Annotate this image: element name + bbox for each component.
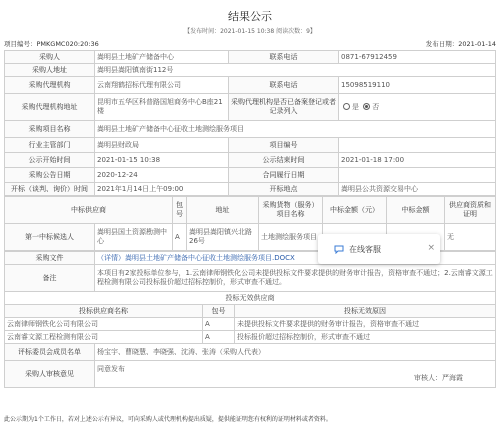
col-supplier: 中标供应商: [5, 197, 173, 224]
winner-address: 嵩明县嵩阳镇兴北路26号: [187, 224, 259, 251]
record-label: 采购代理机构是否已备案登记或者记录列入: [229, 94, 339, 121]
purchase-doc-label: 采购文件: [5, 252, 95, 265]
committee-label: 评标委员会成员名单: [5, 344, 95, 361]
bid-place-label: 开标地点: [229, 183, 339, 196]
publish-meta: 【发布时间：2021-01-15 10:38 阅读次数：9】: [184, 28, 316, 35]
invalid-reason: 投标报价超过招标控制价，形式审查不通过: [235, 331, 496, 344]
notice-date-value: 2020-12-24: [95, 168, 229, 183]
type-value: [339, 138, 496, 153]
winner-pkg: A: [173, 224, 187, 251]
yes-radio[interactable]: [343, 103, 350, 110]
start-label: 公示开始时间: [5, 153, 95, 168]
agency-phone-value: 15098519110: [339, 77, 496, 94]
invalid-col-pkg: 包号: [203, 305, 235, 318]
online-service-popup[interactable]: [318, 234, 440, 264]
dept-value: 嵩明县财政局: [95, 138, 229, 153]
opinion-label: 采购人审核意见: [5, 361, 95, 388]
reviewer: 审核人：严海霞: [414, 374, 463, 382]
agency-phone-label: 联系电话: [229, 77, 339, 94]
no-label: 否: [372, 102, 380, 111]
page-title: 结果公示: [228, 10, 272, 23]
col-qualification: 供应商资质和证明: [445, 197, 496, 224]
no-radio[interactable]: [363, 103, 370, 110]
winner-qualification: 无: [445, 224, 496, 251]
record-options: [339, 94, 496, 121]
detail-table: [4, 251, 496, 388]
invalid-pkg: A: [203, 331, 235, 344]
remark-label: 备注: [5, 265, 95, 292]
end-label: 公示结束时间: [229, 153, 339, 168]
col-unit: 中标金额: [387, 197, 445, 224]
opinion-cell: [95, 361, 496, 388]
invalid-name: 云南律师钢铁化公司有限公司: [5, 318, 203, 331]
project-name-label: 采购项目名称: [5, 121, 95, 138]
result-notice-page: [4, 0, 496, 429]
info-table: [4, 50, 496, 196]
remark-text: 本项目有2家投标单位参与，1.云南律师钢铁化公司未提供投标文件要求提供的财务审计报告，资格审查不通过；2.云南睿文源工程检测有限公司投标报价超过招标控制价，形式审查不通过。: [95, 265, 496, 292]
col-goods: 采购货物（服务）项目名称: [259, 197, 323, 224]
col-pkg: 包号: [173, 197, 187, 224]
project-name-value: 嵩明县土地矿产储备中心征收土地测绘服务项目: [95, 121, 496, 138]
notice-date-label: 采购公告日期: [5, 168, 95, 183]
committee-value: 杨宝宇、曹晓慧、李晓强、沈涛、张涛（采购人代表）: [95, 344, 496, 361]
type-label: 项目编号: [229, 138, 339, 153]
end-value: 2021-01-18 17:00: [339, 153, 496, 168]
invalid-name: 云南睿文源工程检测有限公司: [5, 331, 203, 344]
table-row: [5, 331, 496, 344]
agency-value: 云南翔鹤招标代理有限公司: [95, 77, 229, 94]
agency-label: 采购代理机构: [5, 77, 95, 94]
phone-label: 联系电话: [229, 51, 339, 64]
purchaser-value: 嵩明县土地矿产储备中心: [95, 51, 229, 64]
agency-address-label: 采购代理机构地址: [5, 94, 95, 121]
project-number: 项目编号：PMKGMC020:20:36: [4, 40, 99, 48]
invalid-reason: 未提供投标文件要求提供的财务审计报告，资格审查不通过: [235, 318, 496, 331]
bid-place-value: 嵩明县公共资源交易中心: [339, 183, 496, 196]
purchaser-label: 采购人: [5, 51, 95, 64]
close-icon[interactable]: ×: [427, 243, 435, 253]
contract-value: [339, 168, 496, 183]
invalid-col-reason: 投标无效原因: [235, 305, 496, 318]
online-service-label: 在线客服: [349, 244, 381, 254]
opinion-value: 同意发布: [97, 365, 125, 373]
notice-header: [4, 38, 496, 50]
invalid-pkg: A: [203, 318, 235, 331]
bid-time-label: 开标（谈判、询价）时间: [5, 183, 95, 196]
winner-rank-label: 第一中标候选人: [5, 224, 95, 251]
invalid-section-title: 投标无效供应商: [5, 292, 496, 305]
winner-goods: 土地测绘服务项目: [259, 224, 323, 251]
dept-label: 行业主管部门: [5, 138, 95, 153]
col-amount: 中标金额（元）: [323, 197, 387, 224]
start-value: 2021-01-15 10:38: [95, 153, 229, 168]
table-row: [5, 318, 496, 331]
col-address: 地址: [187, 197, 259, 224]
winner-supplier: 嵩明县国土资源勘测中心: [95, 224, 173, 251]
chat-icon: [334, 244, 344, 254]
purchase-doc-link[interactable]: （详情）嵩明县土地矿产储备中心征收土地测绘服务项目.DOCX: [97, 253, 295, 262]
phone-value: 0871-67912459: [339, 51, 496, 64]
bid-time-value: 2021年1月14日上午09:00: [95, 183, 229, 196]
footer-note: 此公示期为1个工作日，若对上述公示有异议，可向采购人或代理机构提出质疑，提供能证明您有权利的证明材料或者资料。: [4, 416, 332, 423]
yes-label: 是: [352, 102, 359, 111]
publish-date: 发布日期：2021-01-14: [425, 40, 496, 48]
contract-label: 合同履行日期: [229, 168, 339, 183]
purchaser-address-value: 嵩明县嵩阳镇南街112号: [95, 64, 496, 77]
agency-address-value: 昆明市五华区科普路国旭商务中心B座21楼: [95, 94, 229, 121]
purchaser-address-label: 采购人地址: [5, 64, 95, 77]
invalid-col-name: 投标供应商名称: [5, 305, 203, 318]
